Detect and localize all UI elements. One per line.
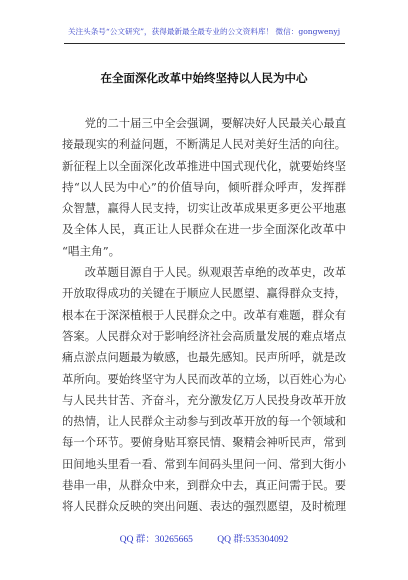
text-line: 开放取得成功的关键在于顺应人民愿望、赢得群众支持， [62, 287, 346, 301]
text-line: 革所向。要始终坚守为人民而改革的立场，以百姓心为心 [62, 372, 346, 386]
document-title: 在全面深化改革中始终坚持以人民为中心 [100, 71, 308, 85]
text-line: 田间地头里看一看、常到车间码头里问一问、常到大街小 [62, 457, 346, 471]
text-line: 及全体人民，真正让人民群众在进一步全面深化改革中 [62, 222, 346, 237]
text-line: 持“以人民为中心”的价值导向，倾听群众呼声，发挥群 [62, 179, 346, 194]
document-body [62, 113, 346, 518]
text-line: “唱主角”。 [62, 243, 121, 258]
qq-group-2: QQ 群:535304092 [217, 535, 289, 545]
text-line: 将人民群众反映的突出问题、表达的强烈愿望，及时梳理 [62, 500, 346, 514]
text-line: 新征程上以全面深化改革推进中国式现代化，就要始终坚 [62, 159, 346, 173]
text-line: 接最现实的利益问题，不断满足人民对美好生活的向往。 [62, 138, 346, 152]
text-line: 痛点淤点问题最为敏感，也最先感知。民声所呼，就是改 [62, 351, 346, 365]
text-line: 的热情，让人民群众主动参与到改革开放的每一个领域和 [62, 415, 346, 429]
qq-group-1: QQ 群：30265665 [119, 535, 193, 545]
text-line: 答案。人民群众对于影响经济社会高质量发展的难点堵点 [62, 329, 346, 343]
header-rule [64, 43, 345, 44]
text-line: 改革题目源自于人民。纵观艰苦卓绝的改革史，改革 [62, 266, 346, 280]
paragraph-2 [62, 262, 346, 518]
page-footer [0, 531, 408, 545]
header-banner: 关注头条号“公文研究”，获得最新最全最专业的公文资料库！ 微信：gongwenyj [67, 27, 341, 36]
paragraph-1 [62, 113, 346, 262]
text-line: 每一个环节。要俯身贴耳察民情、聚精会神听民声，常到 [62, 436, 346, 450]
text-line: 与人民共甘苦、齐奋斗，充分激发亿万人民投身改革开放 [62, 393, 346, 407]
text-line: 根本在于深深植根于人民群众之中。改革有难题，群众有 [62, 308, 346, 322]
text-line: 党的二十届三中全会强调，要解决好人民最关心最直 [62, 117, 346, 130]
text-line: 巷串一串，从群众中来，到群众中去，真正问需于民。要 [62, 479, 346, 493]
text-line: 众智慧，赢得人民支持，切实让改革成果更多更公平地惠 [62, 202, 346, 216]
